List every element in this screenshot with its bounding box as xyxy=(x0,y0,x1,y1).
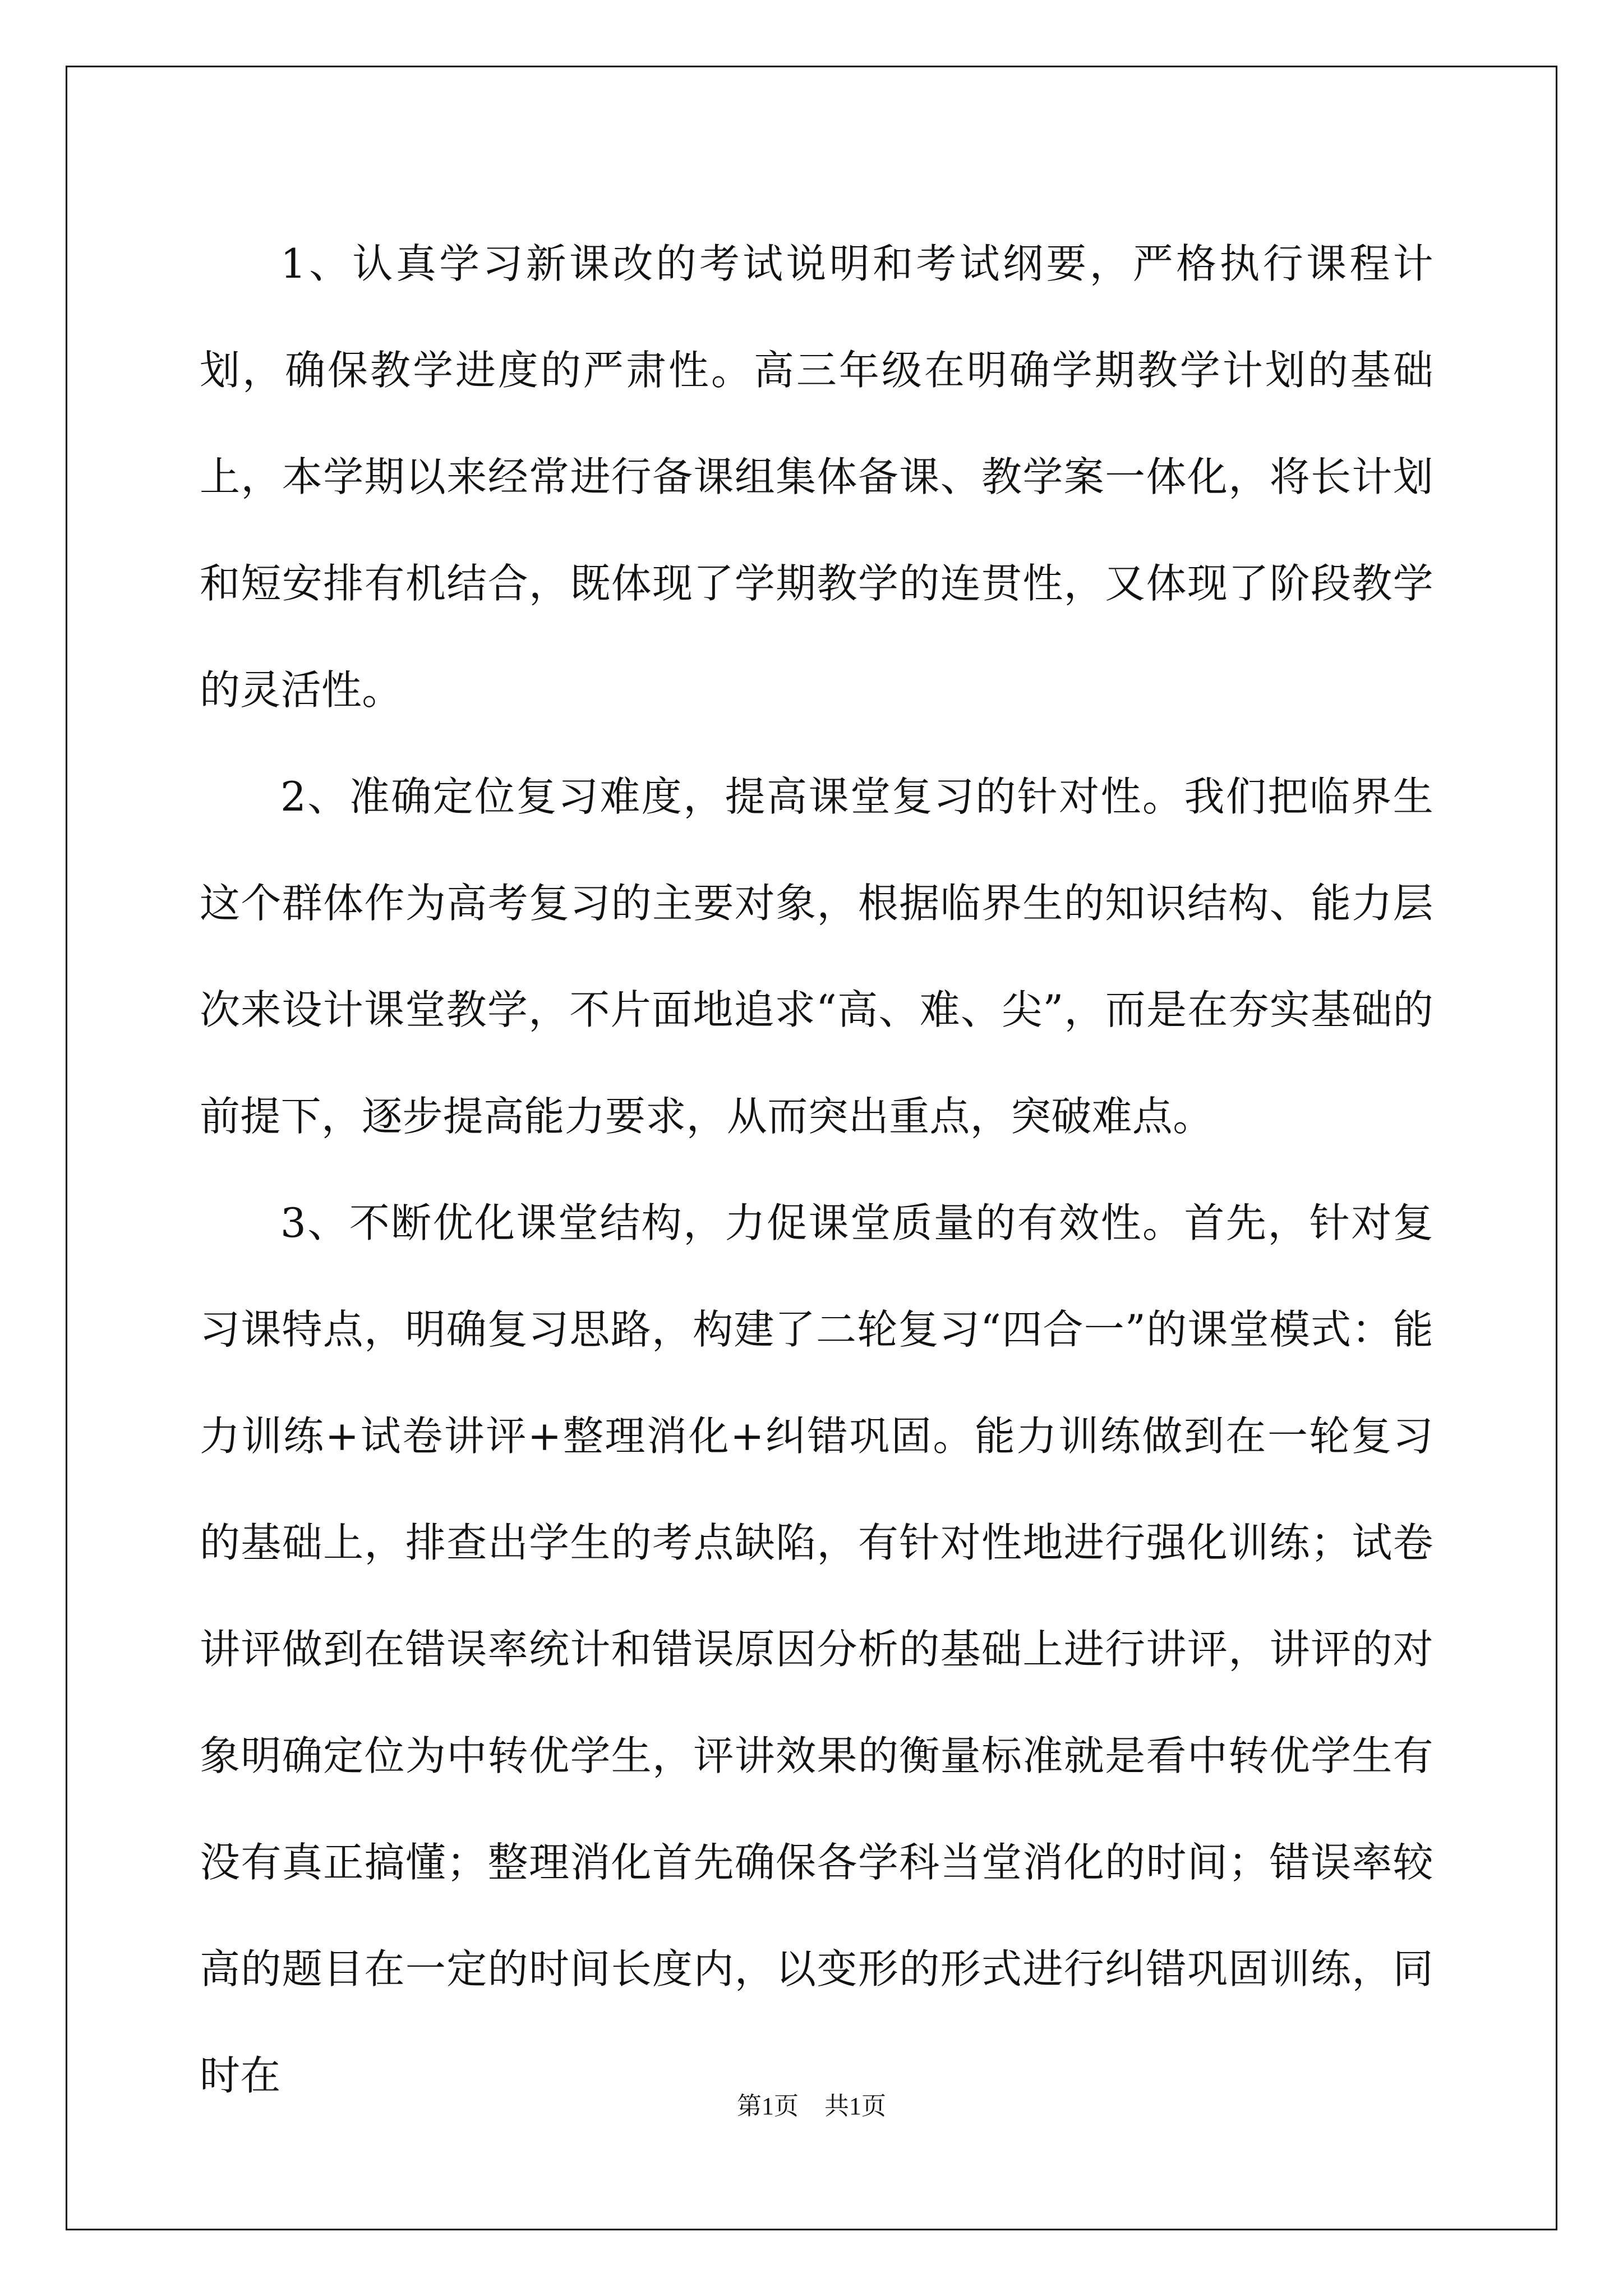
page-total: 共1页 xyxy=(824,2092,886,2120)
paragraph-3: 3、不断优化课堂结构，力促课堂质量的有效性。首先，针对复习课特点，明确复习思路，构建了二轮复习“四合一”的课堂模式：能力训练+试卷讲评+整理消化+纠错巩固。能力训练做到在一轮复习的基础上，排查出学生的考点缺陷，有针对性地进行强化训练；试卷讲评做到在错误率统计和错误原因分析的基础上进行讲评，讲评的对象明确定位为中转优学生，评讲效果的衡量标准就是看中转优学生有没有真正搞懂；整理消化首先确保各学科当堂消化的时间；错误率较高的题目在一定的时间长度内，以变形的形式进行纠错巩固训练，同时在 xyxy=(200,1199,1433,2099)
document-body xyxy=(200,210,1433,2129)
page-number: 第1页 xyxy=(737,2092,799,2120)
paragraph-2: 2、准确定位复习难度，提高课堂复习的针对性。我们把临界生这个群体作为高考复习的主要对象，根据临界生的知识结构、能力层次来设计课堂教学，不片面地追求“高、难、尖”，而是在夯实基础的前提下，逐步提高能力要求，从而突出重点，突破难点。 xyxy=(200,773,1433,1140)
paragraph-1: 1、认真学习新课改的考试说明和考试纲要，严格执行课程计划，确保教学进度的严肃性。高三年级在明确学期教学计划的基础上，本学期以来经常进行备课组集体备课、教学案一体化，将长计划和短安排有机结合，既体现了学期教学的连贯性，又体现了阶段教学的灵活性。 xyxy=(200,240,1433,714)
page-footer xyxy=(0,2086,1623,2122)
